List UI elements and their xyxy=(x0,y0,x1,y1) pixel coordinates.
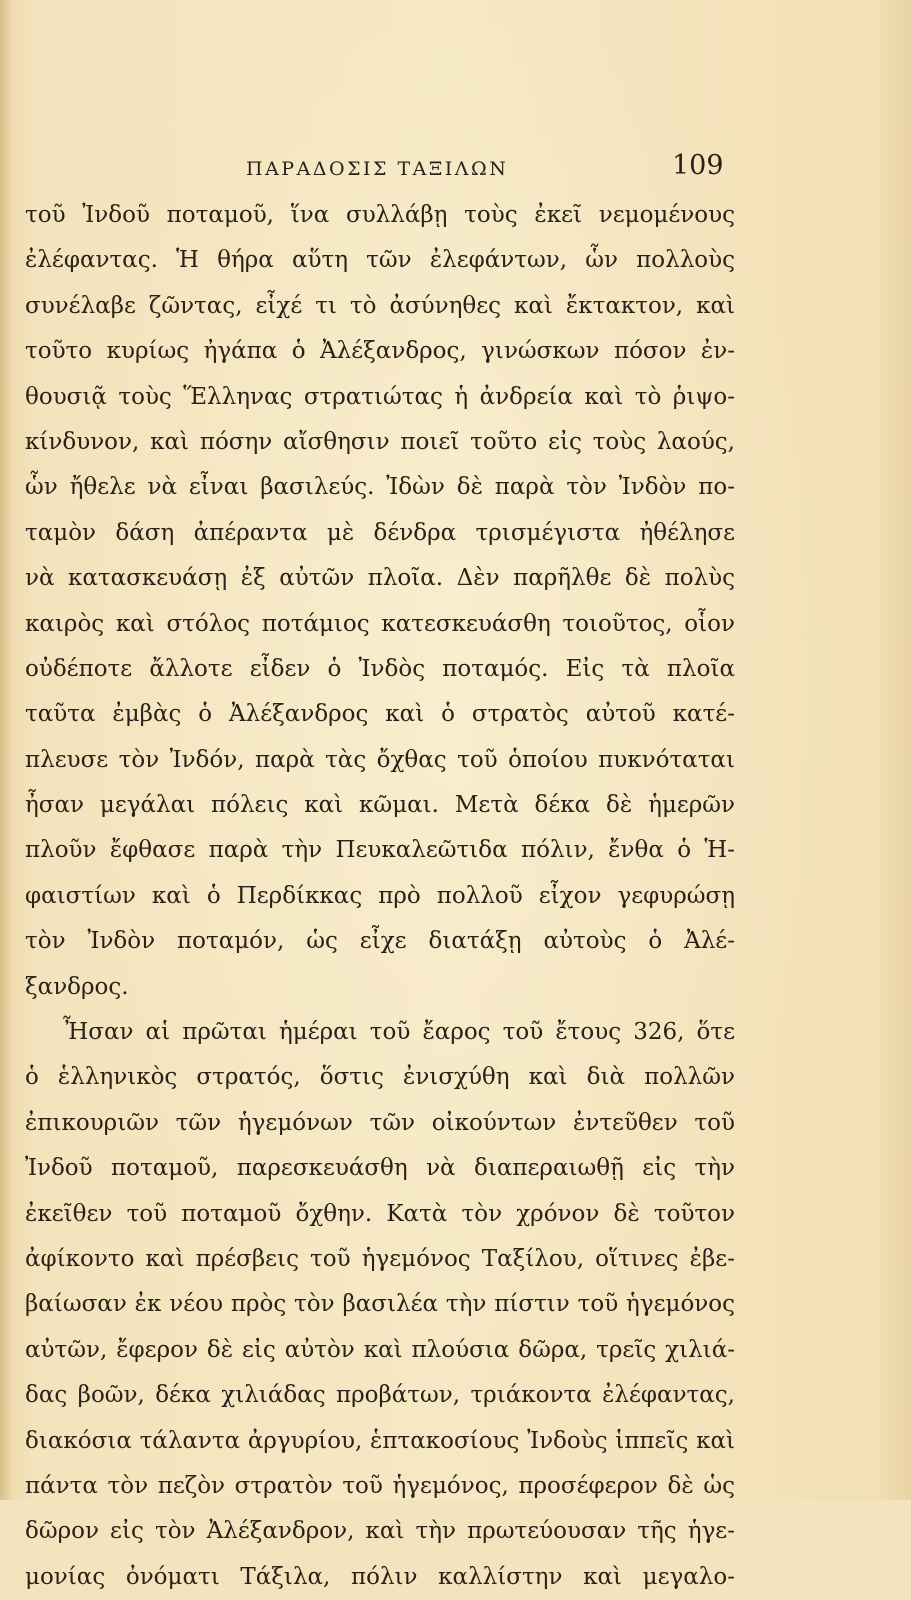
text-line: ἐκεῖθεν τοῦ ποταμοῦ ὄχθην. Κατὰ τὸν χρόνον δὲ τοῦτον xyxy=(25,1200,735,1227)
text-line: ταῦτα ἐμβὰς ὁ Ἀλέξανδρος καὶ ὁ στρατὸς αὐτοῦ κατέ- xyxy=(25,701,735,728)
text-line: ἐλέφαντας. Ἡ θήρα αὕτη τῶν ἐλεφάντων, ὧν πολλοὺς xyxy=(25,247,735,274)
text-line: κίνδυνον, καὶ πόσην αἴσθησιν ποιεῖ τοῦτο εἰς τοὺς λαούς, xyxy=(25,428,735,455)
text-line: τοῦ Ἰνδοῦ ποταμοῦ, ἵνα συλλάβῃ τοὺς ἐκεῖ νεμομένους xyxy=(25,202,735,228)
text-line: ὧν ἤθελε νὰ εἶναι βασιλεύς. Ἰδὼν δὲ παρὰ τὸν Ἰνδὸν πο- xyxy=(25,474,735,501)
text-line: διακόσια τάλαντα ἀργυρίου, ἑπτακοσίους Ἰνδοὺς ἱππεῖς καὶ xyxy=(25,1427,735,1454)
text-line: μονίας ὀνόματι Τάξιλα, πόλιν καλλίστην καὶ μεγαλο- xyxy=(25,1563,735,1590)
text-line: Ἦσαν αἱ πρῶται ἡμέραι τοῦ ἔαρος τοῦ ἔτους 326, ὅτε xyxy=(63,1019,735,1046)
page-header xyxy=(0,150,911,190)
text-line: φαιστίων καὶ ὁ Περδίκκας πρὸ πολλοῦ εἶχον γεφυρώσῃ xyxy=(25,882,735,909)
text-line: καιρὸς καὶ στόλος ποτάμιος κατεσκευάσθη τοιοῦτος, οἷον xyxy=(25,610,735,637)
text-line: τὸν Ἰνδὸν ποταμόν, ὡς εἶχε διατάξῃ αὐτοὺς ὁ Ἀλέ- xyxy=(25,928,735,955)
text-line: νὰ κατασκευάσῃ ἐξ αὐτῶν πλοῖα. Δὲν παρῆλθε δὲ πολὺς xyxy=(25,565,735,592)
text-line: αὐτῶν, ἔφερον δὲ εἰς αὐτὸν καὶ πλούσια δῶρα, τρεῖς χιλιά- xyxy=(25,1336,735,1363)
text-line: βαίωσαν ἐκ νέου πρὸς τὸν βασιλέα τὴν πίστιν τοῦ ἡγεμόνος xyxy=(25,1291,735,1318)
text-line: τοῦτο κυρίως ἠγάπα ὁ Ἀλέξανδρος, γινώσκων πόσον ἐν- xyxy=(25,338,735,365)
text-line: συνέλαβε ζῶντας, εἶχέ τι τὸ ἀσύνηθες καὶ ἔκτακτον, καὶ xyxy=(25,292,735,319)
running-head: ΠΑΡΑΔΟΣΙΣ ΤΑΞΙΛΩΝ xyxy=(246,158,509,180)
text-line: ἀφίκοντο καὶ πρέσβεις τοῦ ἡγεμόνος Ταξίλου, οἵτινες ἐβε- xyxy=(25,1245,735,1272)
page-number: 109 xyxy=(672,150,724,181)
body-text xyxy=(25,193,735,1600)
text-line: δῶρον εἰς τὸν Ἀλέξανδρον, καὶ τὴν πρωτεύουσαν τῆς ἡγε- xyxy=(25,1518,735,1545)
text-line: ξανδρος. xyxy=(25,973,129,1000)
text-line: πλοῦν ἔφθασε παρὰ τὴν Πευκαλεῶτιδα πόλιν, ἔνθα ὁ Ἡ- xyxy=(25,837,735,864)
text-line: θουσιᾷ τοὺς Ἕλληνας στρατιώτας ἡ ἀνδρεία καὶ τὸ ῥιψο- xyxy=(25,383,735,410)
text-line: ταμὸν δάση ἀπέραντα μὲ δένδρα τρισμέγιστα ἠθέλησε xyxy=(25,519,735,546)
text-line: πλευσε τὸν Ἰνδόν, παρὰ τὰς ὄχθας τοῦ ὁποίου πυκνόταται xyxy=(25,746,735,773)
text-line: δας βοῶν, δέκα χιλιάδας προβάτων, τριάκοντα ἐλέφαντας, xyxy=(25,1382,735,1409)
text-line: οὐδέποτε ἄλλοτε εἶδεν ὁ Ἰνδὸς ποταμός. Εἰς τὰ πλοῖα xyxy=(25,655,735,682)
text-line: ἦσαν μεγάλαι πόλεις καὶ κῶμαι. Μετὰ δέκα δὲ ἡμερῶν xyxy=(25,792,735,819)
text-line: ὁ ἑλληνικὸς στρατός, ὅστις ἐνισχύθη καὶ διὰ πολλῶν xyxy=(25,1064,735,1091)
text-line: ἐπικουριῶν τῶν ἡγεμόνων τῶν οἰκούντων ἐντεῦθεν τοῦ xyxy=(25,1109,735,1136)
text-line: Ἰνδοῦ ποταμοῦ, παρεσκευάσθη νὰ διαπεραιωθῇ εἰς τὴν xyxy=(25,1155,735,1182)
page-edge-shadow xyxy=(0,0,12,1500)
text-line: πάντα τὸν πεζὸν στρατὸν τοῦ ἡγεμόνος, προσέφερον δὲ ὡς xyxy=(25,1472,735,1499)
